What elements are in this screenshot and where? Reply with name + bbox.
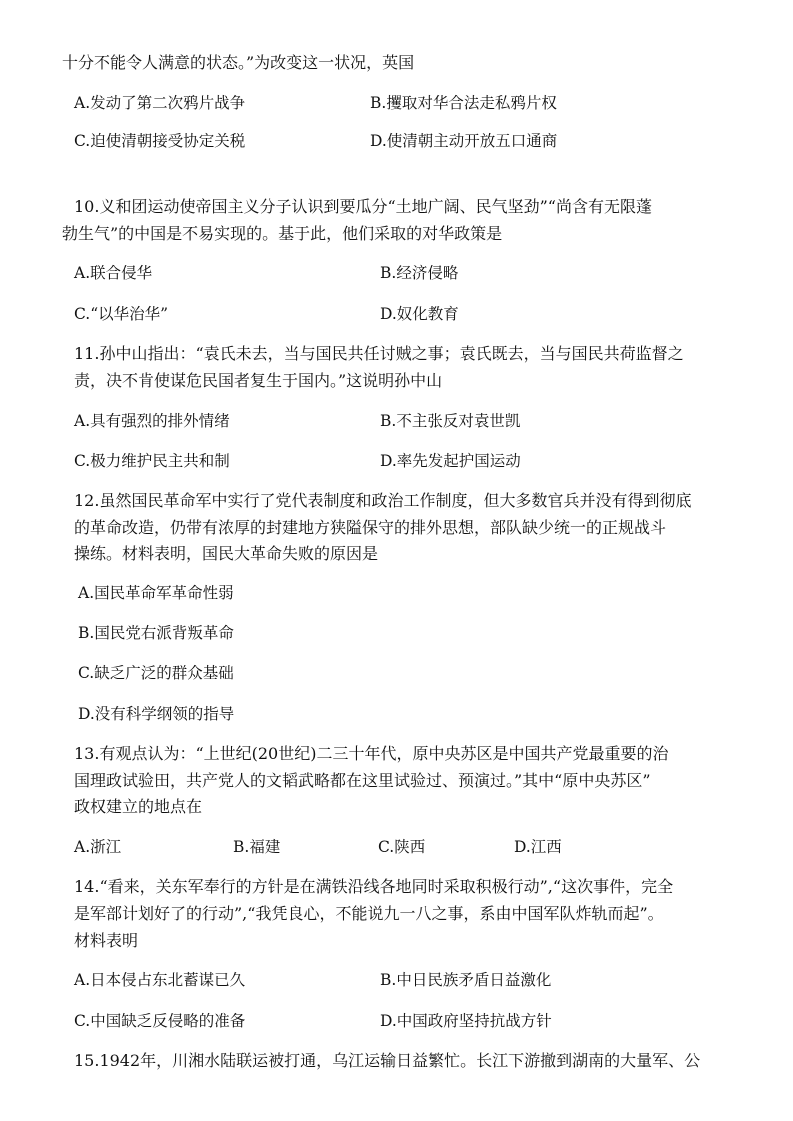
q12-stem-line-1: 12.虽然国民革命军中实行了党代表制度和政治工作制度，但大多数官兵并没有得到彻底 bbox=[74, 491, 692, 510]
q9-option-d: D.使清朝主动开放五口通商 bbox=[370, 132, 558, 150]
q12-option-d: D.没有科学纲领的指导 bbox=[78, 705, 235, 723]
q12-option-b: B.国民党右派背叛革命 bbox=[78, 624, 234, 642]
q13-option-c: C.陕西 bbox=[378, 838, 426, 856]
q10-stem-line-2: 勃生气”的中国是不易实现的。基于此，他们采取的对华政策是 bbox=[62, 224, 503, 243]
q13-stem-line-2: 国理政试验田，共产党人的文韬武略都在这里试验过、预演过。”其中“原中央苏区” bbox=[74, 771, 651, 790]
q12-option-c: C.缺乏广泛的群众基础 bbox=[78, 664, 234, 682]
q14-stem-line-2: 是军部计划好了的行动”,“我凭良心，不能说九一八之事，系由中国军队炸轨而起”。 bbox=[74, 904, 664, 923]
q13-option-b: B.福建 bbox=[233, 838, 281, 856]
q11-option-c: C.极力维护民主共和制 bbox=[74, 452, 230, 470]
q10-option-c: C.“以华治华” bbox=[74, 305, 169, 323]
q9-option-c: C.迫使清朝接受协定关税 bbox=[74, 132, 246, 150]
q14-option-a: A.日本侵占东北蓄谋已久 bbox=[74, 971, 246, 989]
q9-option-b: B.攫取对华合法走私鸦片权 bbox=[370, 94, 557, 112]
q9-stem-line-1: 十分不能令人满意的状态。”为改变这一状况，英国 bbox=[62, 53, 415, 72]
q13-stem-line-3: 政权建立的地点在 bbox=[74, 797, 203, 816]
q13-stem-line-1: 13.有观点认为：“上世纪(20世纪)二三十年代，原中央苏区是中国共产党最重要的治 bbox=[74, 744, 669, 763]
q12-stem-line-2: 的革命改造，仍带有浓厚的封建地方狭隘保守的排外思想，部队缺少统一的正规战斗 bbox=[74, 518, 667, 537]
q13-option-a: A.浙江 bbox=[74, 838, 122, 856]
q11-option-d: D.率先发起护国运动 bbox=[380, 452, 521, 470]
q14-option-d: D.中国政府坚持抗战方针 bbox=[380, 1012, 552, 1030]
q14-stem-line-1: 14.“看来，关东军奉行的方针是在满铁沿线各地同时采取积极行动”,“这次事件，完全 bbox=[74, 877, 674, 896]
q9-option-a: A.发动了第二次鸦片战争 bbox=[74, 94, 246, 112]
q14-stem-line-3: 材料表明 bbox=[74, 931, 139, 950]
q11-option-a: A.具有强烈的排外情绪 bbox=[74, 412, 230, 430]
q15-stem-line-1: 15.1942年，川湘水陆联运被打通，乌江运输日益繁忙。长江下游撤到湖南的大量军、公 bbox=[74, 1051, 701, 1070]
q10-stem-line-1: 10.义和团运动使帝国主义分子认识到要瓜分“土地广阔、民气坚劲”“尚含有无限蓬 bbox=[74, 197, 652, 216]
q13-option-d: D.江西 bbox=[514, 838, 562, 856]
q10-option-b: B.经济侵略 bbox=[380, 264, 459, 282]
q12-option-a: A.国民革命军革命性弱 bbox=[78, 584, 234, 602]
q10-option-a: A.联合侵华 bbox=[74, 264, 153, 282]
q12-stem-line-3: 操练。材料表明，国民大革命失败的原因是 bbox=[74, 544, 379, 563]
q11-stem-line-2: 责，决不肯使谋危民国者复生于国内。”这说明孙中山 bbox=[74, 371, 443, 390]
q10-option-d: D.奴化教育 bbox=[380, 305, 459, 323]
q14-option-c: C.中国缺乏反侵略的准备 bbox=[74, 1012, 246, 1030]
q14-option-b: B.中日民族矛盾日益激化 bbox=[380, 971, 552, 989]
q11-option-b: B.不主张反对袁世凯 bbox=[380, 412, 521, 430]
q11-stem-line-1: 11.孙中山指出：“袁氏未去，当与国民共任讨贼之事；袁氏既去，当与国民共荷监督之 bbox=[74, 344, 684, 363]
